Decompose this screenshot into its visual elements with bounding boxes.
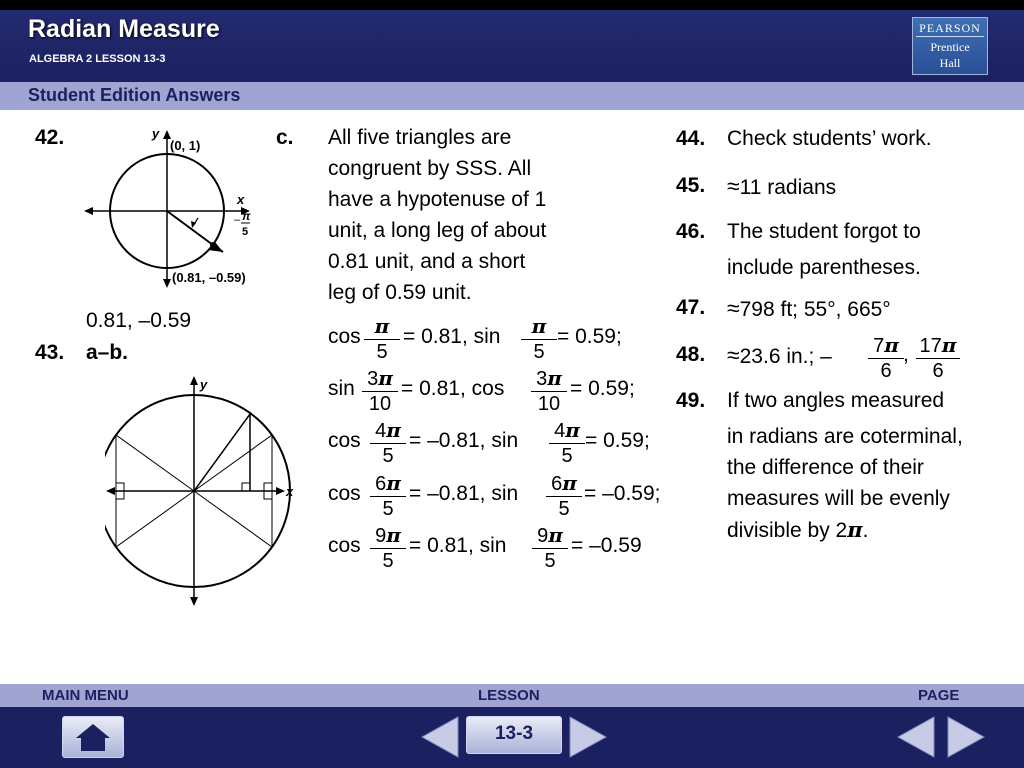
eq3-fraction-1 (368, 419, 408, 467)
fraction-denominator: 5 (382, 445, 394, 467)
angle-sign: – (234, 214, 241, 226)
eq4-fraction-1 (368, 472, 408, 520)
triangle-1 (194, 435, 272, 491)
x-axis-label: x (286, 484, 294, 499)
y-axis-arrow-up (190, 376, 198, 385)
eq2-fraction-1 (360, 367, 400, 415)
answer-48-fraction-2 (914, 334, 962, 382)
page-previous-button[interactable] (896, 715, 936, 759)
fraction-numerator: 9π (375, 523, 401, 547)
eq5-value-1: = 0.81, sin (409, 534, 507, 557)
answer-46-line-1: The student forgot to (727, 220, 921, 243)
eq1-value-2: = 0.59; (557, 325, 622, 348)
arrow-left-icon (422, 717, 458, 757)
problem-48-number: 48. (676, 343, 706, 366)
arrow-right-icon (948, 717, 984, 757)
approx-symbol: ≈ (727, 295, 740, 321)
triangle-2 (116, 435, 194, 491)
y-axis-label: y (152, 126, 160, 141)
fraction-denominator: 5 (544, 550, 556, 572)
publisher-logo (912, 17, 988, 75)
eq1-function: cos (328, 325, 361, 348)
approx-symbol: ≈ (727, 173, 740, 199)
paragraph-line: have a hypotenuse of 1 (328, 188, 547, 211)
arrow-right-icon (570, 717, 606, 757)
page-label: PAGE (918, 687, 960, 704)
unit-circle-figure-42 (80, 122, 280, 292)
answer-45: ≈11 radians (727, 173, 837, 199)
point-0.81-neg0.59-label: (0.81, –0.59) (172, 270, 246, 285)
eq5-function: cos (328, 534, 361, 557)
fraction-denominator: 5 (382, 498, 394, 520)
logo-pearson: PEARSON (916, 18, 984, 37)
page-title: Radian Measure (28, 15, 220, 43)
problem-43-label: a–b. (86, 341, 129, 364)
page-next-button[interactable] (946, 715, 986, 759)
answer-47: ≈798 ft; 55°, 665° (727, 295, 891, 321)
answer-48-fraction-1 (866, 334, 906, 382)
part-c-label: c. (276, 126, 294, 149)
lesson-next-button[interactable] (568, 715, 608, 759)
fraction-denominator: 5 (533, 341, 545, 363)
answer-49 (727, 385, 963, 546)
home-icon (63, 717, 123, 757)
y-axis-arrow-down (190, 597, 198, 606)
eq1-value-1: = 0.81, sin (403, 325, 501, 348)
eq1-fraction-2 (519, 315, 559, 363)
fraction-numerator: 3π (367, 366, 393, 390)
fraction-numerator: 17π (919, 333, 957, 357)
point-0-1-label: (0, 1) (170, 138, 201, 153)
triangle-5 (194, 414, 250, 491)
eq3-function: cos (328, 429, 361, 452)
problem-43-number: 43. (35, 341, 65, 364)
home-button[interactable] (62, 716, 124, 758)
arrow-left-icon (898, 717, 934, 757)
answer-46-line-2: include parentheses. (727, 256, 921, 279)
problem-49-number: 49. (676, 389, 706, 412)
eq5-fraction-1 (368, 524, 408, 572)
answer-49-line: in radians are coterminal, (727, 425, 963, 448)
answer-44: Check students’ work. (727, 127, 932, 150)
fraction-denominator: 10 (537, 393, 561, 415)
terminal-side (167, 211, 213, 245)
y-axis-arrow-down (163, 279, 171, 288)
logo-hall: Hall (939, 56, 961, 70)
problem-47-number: 47. (676, 296, 706, 319)
angle-denominator: 5 (242, 226, 249, 238)
paragraph-line: unit, a long leg of about (328, 219, 547, 242)
logo-prentice: Prentice (930, 40, 970, 54)
fraction-numerator: π (531, 314, 547, 338)
fraction-denominator: 5 (376, 341, 388, 363)
paragraph-line: 0.81 unit, and a short (328, 250, 526, 273)
eq1-fraction-1 (362, 315, 402, 363)
fraction-denominator: 6 (880, 360, 892, 382)
fraction-numerator: π (374, 314, 390, 338)
eq4-function: cos (328, 482, 361, 505)
problem-42-number: 42. (35, 126, 65, 149)
eq2-value-1: = 0.81, cos (401, 377, 505, 400)
answer-49-line: measures will be evenly (727, 487, 950, 510)
paragraph-line: All five triangles are (328, 126, 512, 149)
triangle-3 (116, 491, 194, 547)
answer-48: ≈23.6 in.; – (727, 342, 832, 368)
eq4-value-1: = –0.81, sin (409, 482, 519, 505)
fraction-denominator: 5 (382, 550, 394, 572)
problem-46-number: 46. (676, 220, 706, 243)
eq5-value-2: = –0.59 (571, 534, 642, 557)
eq2-function: sin (328, 377, 355, 400)
answer-42: 0.81, –0.59 (86, 309, 192, 332)
top-edge (0, 0, 1024, 10)
fraction-numerator: 6π (375, 471, 401, 495)
eq3-value-1: = –0.81, sin (409, 429, 519, 452)
fraction-denominator: 6 (932, 360, 944, 382)
eq2-value-2: = 0.59; (570, 377, 635, 400)
unit-circle-triangles-figure-43 (105, 372, 305, 612)
x-axis-arrow-left (106, 487, 115, 495)
paragraph-line: congruent by SSS. All (328, 157, 532, 180)
fraction-numerator: 3π (536, 366, 562, 390)
lesson-label: LESSON (478, 687, 540, 704)
eq2-fraction-2 (529, 367, 569, 415)
x-axis-arrow-right (276, 487, 285, 495)
section-banner-text: Student Edition Answers (28, 85, 241, 105)
answer-49-line: the difference of their (727, 456, 924, 479)
eq4-value-2: = –0.59; (584, 482, 661, 505)
eq5-fraction-2 (530, 524, 570, 572)
fraction-numerator: 7π (873, 333, 899, 357)
lesson-13-3-button[interactable]: 13-3 (466, 716, 562, 754)
problem-45-number: 45. (676, 174, 706, 197)
fraction-denominator: 5 (558, 498, 570, 520)
paragraph-line: leg of 0.59 unit. (328, 281, 472, 304)
fraction-denominator: 5 (561, 445, 573, 467)
main-menu-label: MAIN MENU (42, 687, 129, 704)
answer-49-line: If two angles measured (727, 389, 945, 412)
approx-symbol: ≈ (727, 342, 740, 368)
answer-49-line-last: divisible by 2π. (727, 517, 869, 542)
fraction-numerator: 9π (537, 523, 563, 547)
x-axis-label: x (237, 192, 245, 207)
lesson-subtitle: ALGEBRA 2 LESSON 13-3 (29, 53, 166, 65)
lesson-previous-button[interactable] (420, 715, 460, 759)
fraction-numerator: 4π (554, 418, 580, 442)
part-c-paragraph (328, 122, 618, 308)
y-axis-label: y (200, 377, 208, 392)
eq3-fraction-2 (547, 419, 587, 467)
fraction-numerator: 6π (551, 471, 577, 495)
x-axis-arrow-left (84, 207, 93, 215)
answer-48-comma: , (903, 343, 909, 366)
eq4-fraction-2 (544, 472, 584, 520)
fraction-numerator: 4π (375, 418, 401, 442)
angle-numerator: π (242, 209, 251, 223)
eq3-value-2: = 0.59; (585, 429, 650, 452)
triangle-4 (194, 491, 272, 547)
problem-44-number: 44. (676, 127, 706, 150)
fraction-denominator: 10 (368, 393, 392, 415)
